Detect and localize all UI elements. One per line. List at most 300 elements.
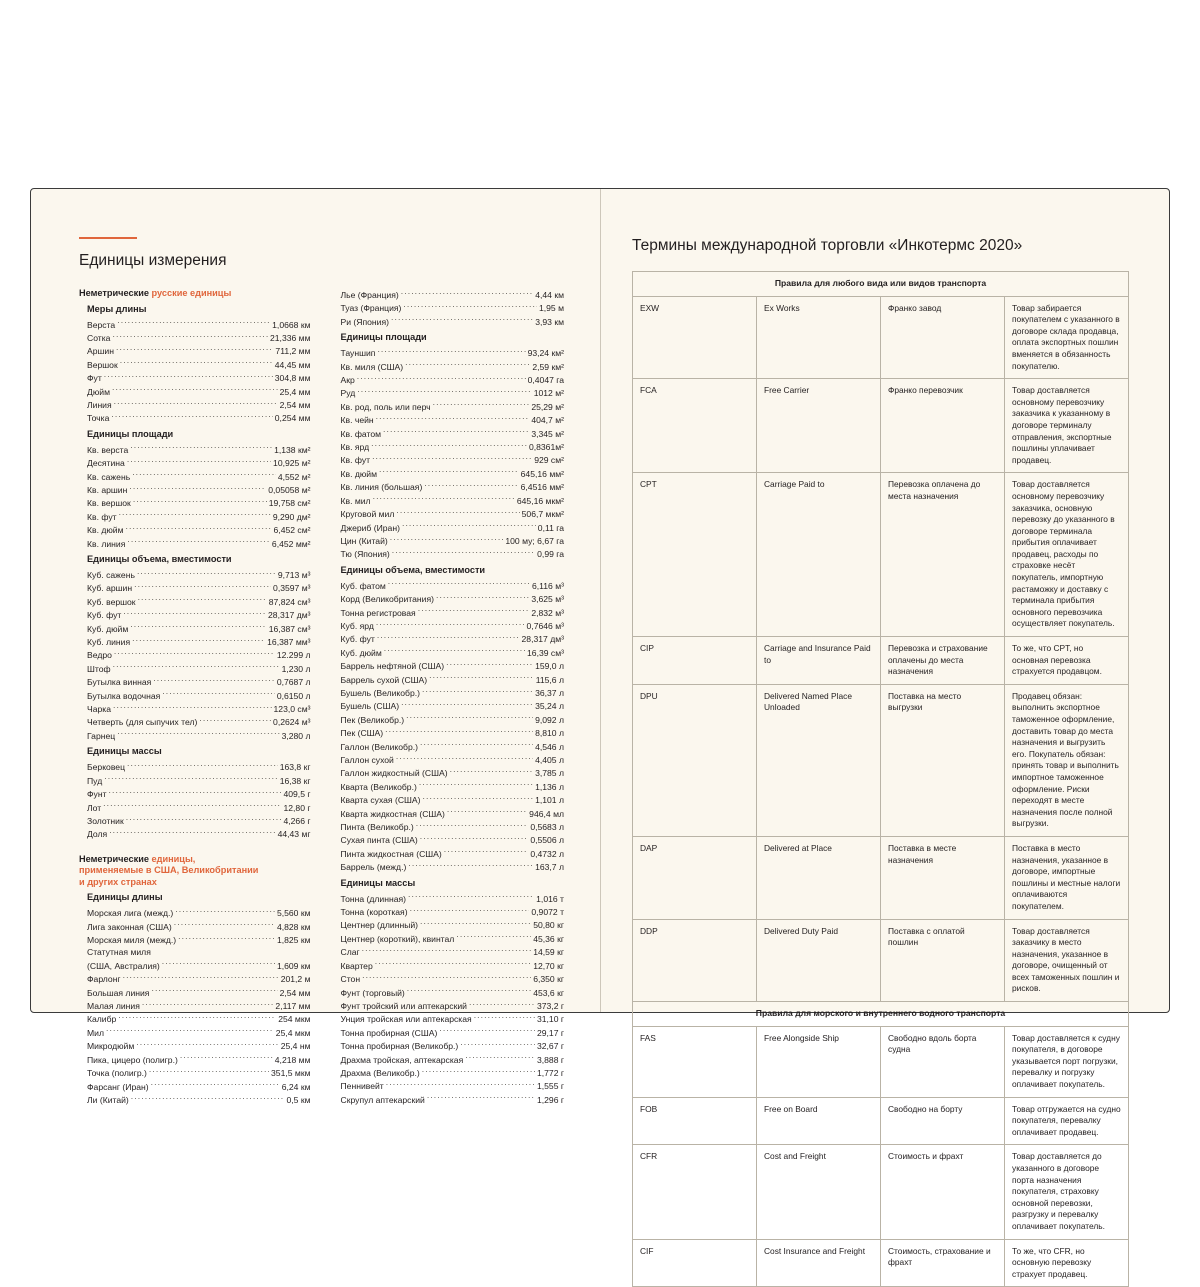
unit-row bbox=[87, 715, 311, 728]
incoterms-band-row bbox=[633, 1002, 1129, 1027]
unit-value: 4,546 л bbox=[535, 741, 564, 752]
left-page bbox=[31, 189, 600, 1105]
unit-row bbox=[87, 986, 311, 999]
incoterm-description: Поставка в место назначения, указанное в договоре, импортные пошлины и местные налоги оплачиваются покупателем. bbox=[1005, 836, 1129, 919]
unit-row bbox=[87, 523, 311, 536]
unit-row bbox=[341, 713, 565, 726]
leader-dots bbox=[119, 510, 271, 520]
unit-row bbox=[341, 507, 565, 520]
leader-dots bbox=[362, 945, 532, 955]
unit-name: Центнер (короткий), квинтал bbox=[340, 933, 455, 944]
unit-value: 645,16 мкм² bbox=[516, 495, 564, 506]
unit-row bbox=[87, 1026, 311, 1039]
unit-name: Кв. линия (большая) bbox=[340, 482, 423, 493]
unit-name: Бутылка винная bbox=[87, 677, 152, 688]
leader-dots bbox=[420, 740, 533, 750]
unit-value: 1012 м² bbox=[533, 388, 564, 399]
leader-dots bbox=[386, 1079, 535, 1089]
incoterm-code: DPU bbox=[633, 684, 757, 836]
unit-value: 93,24 км² bbox=[527, 348, 564, 359]
incoterms-band-label: Правила для любого вида или видов транспорта bbox=[633, 272, 1129, 297]
leader-dots bbox=[118, 1012, 276, 1022]
unit-row bbox=[341, 1012, 565, 1025]
leader-dots bbox=[422, 686, 533, 696]
unit-row bbox=[341, 373, 565, 386]
unit-row bbox=[341, 1039, 565, 1052]
incoterm-english-name: Carriage Paid to bbox=[757, 473, 881, 637]
unit-value: 6,4516 мм² bbox=[520, 482, 564, 493]
incoterm-code: EXW bbox=[633, 296, 757, 379]
unit-name: Микродюйм bbox=[87, 1041, 135, 1052]
incoterm-english-name: Delivered Named Place Unloaded bbox=[757, 684, 881, 836]
unit-value: 0,6150 л bbox=[276, 690, 311, 701]
unit-name: (США, Австралия) bbox=[87, 960, 160, 971]
unit-value: 0,7646 м³ bbox=[526, 620, 564, 631]
units-subheading: Единицы площади bbox=[87, 428, 174, 439]
unit-row bbox=[87, 344, 311, 357]
unit-name: Куб. фатом bbox=[340, 580, 386, 591]
incoterms-row bbox=[633, 919, 1129, 1002]
unit-row bbox=[87, 662, 311, 675]
leader-dots bbox=[133, 496, 267, 506]
units-list bbox=[341, 892, 565, 1107]
unit-row bbox=[341, 315, 565, 328]
unit-value: 29,17 г bbox=[536, 1027, 564, 1038]
leader-dots bbox=[456, 932, 531, 942]
unit-value: 1,609 км bbox=[276, 960, 311, 971]
unit-row bbox=[341, 905, 565, 918]
unit-value: 36,37 л bbox=[535, 687, 564, 698]
unit-row bbox=[341, 766, 565, 779]
leader-dots bbox=[123, 608, 266, 618]
page-title-incoterms: Термины международной торговли «Инкотермс 2020» bbox=[632, 237, 1023, 254]
leader-dots bbox=[420, 833, 529, 843]
unit-row bbox=[87, 483, 311, 496]
unit-row bbox=[87, 999, 311, 1012]
unit-value: 0,4047 га bbox=[527, 375, 564, 386]
unit-value: 4,266 г bbox=[283, 815, 311, 826]
unit-row bbox=[341, 999, 565, 1012]
unit-name: Кв. миля (США) bbox=[340, 361, 404, 372]
unit-name: Дюйм bbox=[87, 386, 110, 397]
unit-name: Куб. линия bbox=[87, 637, 131, 648]
leader-dots bbox=[114, 398, 278, 408]
unit-name: Точка (полигр.) bbox=[87, 1068, 147, 1079]
leader-dots bbox=[153, 675, 275, 685]
unit-name: Кв. верста bbox=[87, 444, 129, 455]
unit-value: 2,117 мм bbox=[275, 1001, 311, 1012]
unit-value: 711,2 мм bbox=[275, 346, 311, 357]
unit-name: Центнер (длинный) bbox=[340, 920, 419, 931]
leader-dots bbox=[401, 699, 533, 709]
title-accent-rule bbox=[79, 237, 137, 239]
unit-value: 4,552 м² bbox=[277, 471, 311, 482]
incoterm-english-name: Delivered Duty Paid bbox=[757, 919, 881, 1002]
leader-dots bbox=[174, 920, 275, 930]
unit-name: Линия bbox=[87, 399, 112, 410]
unit-row bbox=[341, 918, 565, 931]
leader-dots bbox=[120, 358, 273, 368]
unit-value: 35,24 л bbox=[535, 701, 564, 712]
leader-dots bbox=[460, 1039, 535, 1049]
unit-name: Тю (Япония) bbox=[340, 549, 390, 560]
unit-value: 3,345 м² bbox=[531, 428, 564, 439]
leader-dots bbox=[429, 673, 534, 683]
unit-value: 12.299 л bbox=[276, 650, 311, 661]
incoterm-description: Товар забирается покупателем с указанного в договоре склада продавца, оплата экспортных пошлин вменяется в обязанность покупателю. bbox=[1005, 296, 1129, 379]
unit-value: 163,8 кг bbox=[279, 762, 311, 773]
unit-value: 2,54 мм bbox=[279, 399, 311, 410]
unit-row bbox=[87, 972, 311, 985]
leader-dots bbox=[450, 766, 534, 776]
unit-name: Ри (Япония) bbox=[340, 316, 389, 327]
unit-row bbox=[87, 1093, 311, 1106]
units-list bbox=[87, 906, 311, 1106]
leader-dots bbox=[371, 440, 527, 450]
unit-row bbox=[341, 959, 565, 972]
leader-dots bbox=[106, 1026, 274, 1036]
leader-dots bbox=[132, 470, 276, 480]
unit-name: Бутылка водочная bbox=[87, 690, 161, 701]
incoterms-band-row bbox=[633, 272, 1129, 297]
unit-name: Пек (Великобр.) bbox=[340, 714, 405, 725]
units-list bbox=[341, 288, 565, 328]
unit-row bbox=[87, 510, 311, 523]
units-subheading: Единицы длины bbox=[87, 892, 163, 903]
unit-row bbox=[87, 933, 311, 946]
leader-dots bbox=[130, 443, 272, 453]
unit-name: Кв. дюйм bbox=[87, 525, 124, 536]
unit-name: Гарнец bbox=[87, 730, 116, 741]
unit-row bbox=[87, 581, 311, 594]
unit-name: Кварта жидкостная (США) bbox=[340, 808, 445, 819]
unit-row bbox=[341, 945, 565, 958]
units-list bbox=[87, 318, 311, 425]
unit-name: Квартер bbox=[340, 960, 373, 971]
unit-value: 6,452 мм² bbox=[271, 538, 311, 549]
unit-name: Кв. фут bbox=[87, 511, 117, 522]
units-section-heading: Неметрические русские единицы bbox=[79, 288, 232, 298]
unit-value: 1,772 г bbox=[536, 1067, 564, 1078]
unit-row bbox=[341, 453, 565, 466]
unit-name: Калибр bbox=[87, 1014, 117, 1025]
leader-dots bbox=[112, 331, 268, 341]
unit-row bbox=[87, 787, 311, 800]
unit-value: 19,758 см² bbox=[268, 498, 311, 509]
unit-name: Морская миля (межд.) bbox=[87, 935, 177, 946]
unit-value: 50,80 кг bbox=[533, 920, 564, 931]
incoterm-russian-name: Стоимость, страхование и фрахт bbox=[881, 1239, 1005, 1287]
leader-dots bbox=[113, 662, 280, 672]
unit-row bbox=[87, 318, 311, 331]
unit-value: 0,5683 л bbox=[530, 822, 564, 833]
unit-row bbox=[87, 385, 311, 398]
unit-name: Фунт bbox=[87, 789, 107, 800]
leader-dots bbox=[391, 315, 533, 325]
unit-row bbox=[341, 972, 565, 985]
unit-value: 6,116 м³ bbox=[531, 580, 564, 591]
unit-value: 0,05058 м² bbox=[268, 484, 311, 495]
unit-row bbox=[341, 1066, 565, 1079]
unit-value: 6,452 см² bbox=[273, 525, 311, 536]
unit-row bbox=[87, 608, 311, 621]
leader-dots bbox=[375, 959, 531, 969]
leader-dots bbox=[126, 523, 272, 533]
unit-row bbox=[341, 579, 565, 592]
incoterm-russian-name: Стоимость и фрахт bbox=[881, 1145, 1005, 1239]
unit-name: Лига законная (США) bbox=[87, 921, 172, 932]
unit-name: Чарка bbox=[87, 704, 112, 715]
unit-value: 0,4732 л bbox=[530, 848, 564, 859]
unit-name: Кв. сажень bbox=[87, 471, 131, 482]
unit-value: 4,218 мм bbox=[274, 1054, 311, 1065]
units-list bbox=[341, 579, 565, 874]
incoterm-russian-name: Перевозка оплачена до места назначения bbox=[881, 473, 1005, 637]
leader-dots bbox=[408, 892, 534, 902]
unit-name: Вершок bbox=[87, 359, 118, 370]
unit-row bbox=[87, 702, 311, 715]
unit-row bbox=[87, 1053, 311, 1066]
unit-row bbox=[87, 920, 311, 933]
unit-name: Штоф bbox=[87, 663, 111, 674]
incoterm-russian-name: Свободно вдоль борта судна bbox=[881, 1026, 1005, 1097]
unit-name: Пинта (Великобр.) bbox=[340, 822, 414, 833]
incoterm-description: То же, что CPT, но основная перевозка страхуется продавцом. bbox=[1005, 637, 1129, 685]
incoterm-english-name: Free Alongside Ship bbox=[757, 1026, 881, 1097]
unit-value: 6,24 км bbox=[281, 1081, 311, 1092]
leader-dots bbox=[162, 959, 275, 969]
unit-value: 0,254 мм bbox=[274, 413, 311, 424]
unit-name: Аршин bbox=[87, 346, 114, 357]
unit-value: 87,824 см³ bbox=[268, 596, 311, 607]
leader-dots bbox=[424, 480, 518, 490]
incoterms-row bbox=[633, 379, 1129, 473]
unit-name: Пинта жидкостная (США) bbox=[340, 848, 442, 859]
unit-name: Акр bbox=[340, 375, 355, 386]
incoterm-code: CIF bbox=[633, 1239, 757, 1287]
unit-row bbox=[341, 1053, 565, 1066]
unit-value: 25,4 мкм bbox=[275, 1027, 311, 1038]
unit-name: Круговой мил bbox=[340, 509, 395, 520]
incoterm-russian-name: Поставка с оплатой пошлин bbox=[881, 919, 1005, 1002]
unit-row bbox=[341, 753, 565, 766]
unit-row bbox=[87, 827, 311, 840]
unit-row bbox=[87, 595, 311, 608]
unit-name: Тонна пробирная (США) bbox=[340, 1027, 438, 1038]
units-subheading: Меры длины bbox=[87, 303, 147, 314]
unit-row bbox=[341, 820, 565, 833]
incoterm-english-name: Delivered at Place bbox=[757, 836, 881, 919]
unit-row bbox=[341, 534, 565, 547]
leader-dots bbox=[111, 411, 272, 421]
unit-value: 3,888 г bbox=[536, 1054, 564, 1065]
leader-dots bbox=[129, 483, 266, 493]
incoterm-english-name: Carriage and Insurance Paid to bbox=[757, 637, 881, 685]
leader-dots bbox=[407, 986, 531, 996]
unit-row bbox=[87, 411, 311, 424]
unit-value: 0,5 км bbox=[286, 1094, 311, 1105]
unit-row bbox=[87, 959, 311, 972]
unit-name: Золотник bbox=[87, 815, 124, 826]
leader-dots bbox=[123, 972, 279, 982]
unit-name: Тонна пробирная (Великобр.) bbox=[340, 1041, 459, 1052]
unit-row bbox=[341, 547, 565, 560]
unit-value: 25,4 мм bbox=[279, 386, 311, 397]
unit-name: Бушель (Великобр.) bbox=[340, 687, 421, 698]
unit-value: 1,101 л bbox=[535, 795, 564, 806]
leader-dots bbox=[376, 619, 525, 629]
unit-row bbox=[87, 635, 311, 648]
incoterm-english-name: Cost and Freight bbox=[757, 1145, 881, 1239]
unit-value: 123,0 см³ bbox=[273, 704, 311, 715]
unit-name: Тауншип bbox=[340, 348, 376, 359]
incoterm-description: Продавец обязан: выполнить экспортное таможенное оформление, доставить товар до места назначения и выгрузить его. Покупатель обязан: принять товар и выполнить импортное таможенное оформление. Риски переходят в месте назначения после полной выгрузки. bbox=[1005, 684, 1129, 836]
unit-value: 1,95 м bbox=[538, 303, 564, 314]
leader-dots bbox=[151, 1080, 280, 1090]
leader-dots bbox=[127, 760, 278, 770]
unit-value: 45,36 кг bbox=[533, 933, 564, 944]
leader-dots bbox=[175, 906, 275, 916]
unit-name: Кв. аршин bbox=[87, 484, 128, 495]
unit-row bbox=[341, 807, 565, 820]
unit-row bbox=[87, 946, 311, 958]
leader-dots bbox=[447, 807, 527, 817]
unit-row bbox=[87, 443, 311, 456]
unit-name: Морская лига (межд.) bbox=[87, 908, 174, 919]
leader-dots bbox=[385, 726, 533, 736]
unit-value: 9,713 м³ bbox=[277, 570, 311, 580]
incoterm-description: Товар доставляется основному перевозчику заказчика к указанному в договоре терминалу отправления, экспортные пошлины уплачивает продавец. bbox=[1005, 379, 1129, 473]
unit-name: Фарсанг (Иран) bbox=[87, 1081, 149, 1092]
unit-name: Джериб (Иран) bbox=[340, 522, 400, 533]
unit-value: 0,3597 м³ bbox=[273, 583, 311, 594]
unit-name: Кв. дюйм bbox=[340, 468, 378, 479]
right-page bbox=[600, 189, 1169, 1279]
leader-dots bbox=[408, 860, 533, 870]
leader-dots bbox=[406, 713, 533, 723]
unit-row bbox=[341, 346, 565, 359]
unit-value: 12,80 г bbox=[283, 802, 311, 813]
leader-dots bbox=[423, 793, 534, 803]
unit-value: 9,092 л bbox=[535, 714, 564, 725]
unit-name: Сотка bbox=[87, 332, 111, 343]
leader-dots bbox=[138, 595, 267, 605]
incoterm-code: CPT bbox=[633, 473, 757, 637]
unit-row bbox=[341, 632, 565, 645]
unit-value: 304,8 мм bbox=[274, 373, 311, 384]
incoterm-russian-name: Франко завод bbox=[881, 296, 1005, 379]
unit-name: Куб. дюйм bbox=[87, 623, 129, 634]
units-list bbox=[87, 443, 311, 550]
incoterm-russian-name: Поставка на место выгрузки bbox=[881, 684, 1005, 836]
unit-name: Баррель сухой (США) bbox=[340, 674, 428, 685]
unit-name: Слаг bbox=[340, 947, 360, 958]
unit-name: Кварта (Великобр.) bbox=[340, 781, 417, 792]
leader-dots bbox=[131, 1093, 285, 1103]
unit-name: Баррель нефтяной (США) bbox=[340, 661, 445, 672]
unit-name: Лье (Франция) bbox=[340, 290, 399, 300]
leader-dots bbox=[433, 400, 530, 410]
incoterm-english-name: Ex Works bbox=[757, 296, 881, 379]
unit-name: Унция тройская или аптекарская bbox=[340, 1014, 472, 1025]
unit-row bbox=[87, 729, 311, 742]
incoterms-table bbox=[632, 271, 1129, 1287]
unit-row bbox=[341, 847, 565, 860]
unit-name: Тонна (длинная) bbox=[340, 893, 406, 904]
unit-value: 929 см² bbox=[534, 455, 564, 466]
incoterms-row bbox=[633, 684, 1129, 836]
unit-name: Скрупул аптекарский bbox=[340, 1094, 425, 1105]
unit-name: Тонна регистровая bbox=[340, 607, 416, 618]
unit-value: 1,136 л bbox=[535, 781, 564, 792]
unit-value: 2,54 мм bbox=[279, 987, 311, 998]
unit-row bbox=[341, 726, 565, 739]
unit-value: 21,336 мм bbox=[270, 332, 311, 343]
units-subheading: Единицы объема, вместимости bbox=[87, 554, 232, 564]
leader-dots bbox=[372, 453, 532, 463]
incoterm-english-name: Free on Board bbox=[757, 1097, 881, 1145]
unit-name: Точка bbox=[87, 413, 110, 424]
unit-row bbox=[341, 440, 565, 453]
unit-name: Сухая пинта (США) bbox=[340, 835, 418, 846]
unit-name: Ведро bbox=[87, 650, 112, 661]
unit-name: Тонна (короткая) bbox=[340, 907, 408, 918]
leader-dots bbox=[132, 635, 265, 645]
incoterm-russian-name: Свободно на борту bbox=[881, 1097, 1005, 1145]
unit-value: 8,810 л bbox=[535, 728, 564, 739]
incoterms-row bbox=[633, 1239, 1129, 1287]
unit-name: Лот bbox=[87, 802, 102, 813]
leader-dots bbox=[178, 933, 275, 943]
incoterm-description: Товар доставляется основному перевозчику заказчика, основную перевозку до указанного в договоре терминала прибытия оплачивает продавец, расходы по страховке несёт покупатель, импортную растаможку и доставку с терминала прибытия основного перевозчика осуществляет покупатель. bbox=[1005, 473, 1129, 637]
unit-value: 31,10 г bbox=[536, 1014, 564, 1025]
unit-name: Кв. чейн bbox=[340, 415, 374, 426]
unit-value: 16,39 см³ bbox=[527, 647, 564, 658]
unit-value: 159,0 л bbox=[535, 661, 564, 672]
incoterm-description: Товар доставляется до указанного в договоре порта назначения покупателя, страховку основной перевозки, разгрузку и перевалку оплачивает покупатель. bbox=[1005, 1145, 1129, 1239]
unit-row bbox=[87, 537, 311, 550]
leader-dots bbox=[142, 999, 274, 1009]
leader-dots bbox=[465, 1053, 535, 1063]
unit-name: Берковец bbox=[87, 762, 126, 773]
unit-name: Стон bbox=[340, 974, 361, 985]
incoterm-description: То же, что CFR, но основную перевозку страхует продавец. bbox=[1005, 1239, 1129, 1287]
leader-dots bbox=[405, 360, 530, 370]
page-title-units: Единицы измерения bbox=[79, 252, 227, 269]
unit-row bbox=[341, 288, 565, 301]
leader-dots bbox=[137, 568, 276, 578]
incoterm-english-name: Free Carrier bbox=[757, 379, 881, 473]
incoterm-description: Товар доставляется к судну покупателя, в договоре указывается порт погрузки, перевалку и погрузку оплачивает покупатель. bbox=[1005, 1026, 1129, 1097]
leader-dots bbox=[416, 820, 529, 830]
unit-name: Мил bbox=[87, 1027, 104, 1038]
unit-name: Галлон жидкостный (США) bbox=[340, 768, 448, 779]
leader-dots bbox=[136, 1039, 278, 1049]
left-column-1 bbox=[79, 288, 311, 1106]
unit-value: 16,387 см³ bbox=[268, 623, 311, 634]
incoterm-code: DAP bbox=[633, 836, 757, 919]
unit-value: 2,59 км² bbox=[532, 361, 564, 372]
unit-row bbox=[341, 592, 565, 605]
unit-name: Десятина bbox=[87, 458, 125, 469]
leader-dots bbox=[357, 386, 531, 396]
unit-value: 0,5506 л bbox=[530, 835, 564, 846]
unit-value: 254 мкм bbox=[278, 1014, 311, 1025]
unit-value: 100 му; 6,67 га bbox=[505, 535, 564, 546]
leader-dots bbox=[446, 659, 533, 669]
incoterm-code: FCA bbox=[633, 379, 757, 473]
unit-row bbox=[341, 360, 565, 373]
